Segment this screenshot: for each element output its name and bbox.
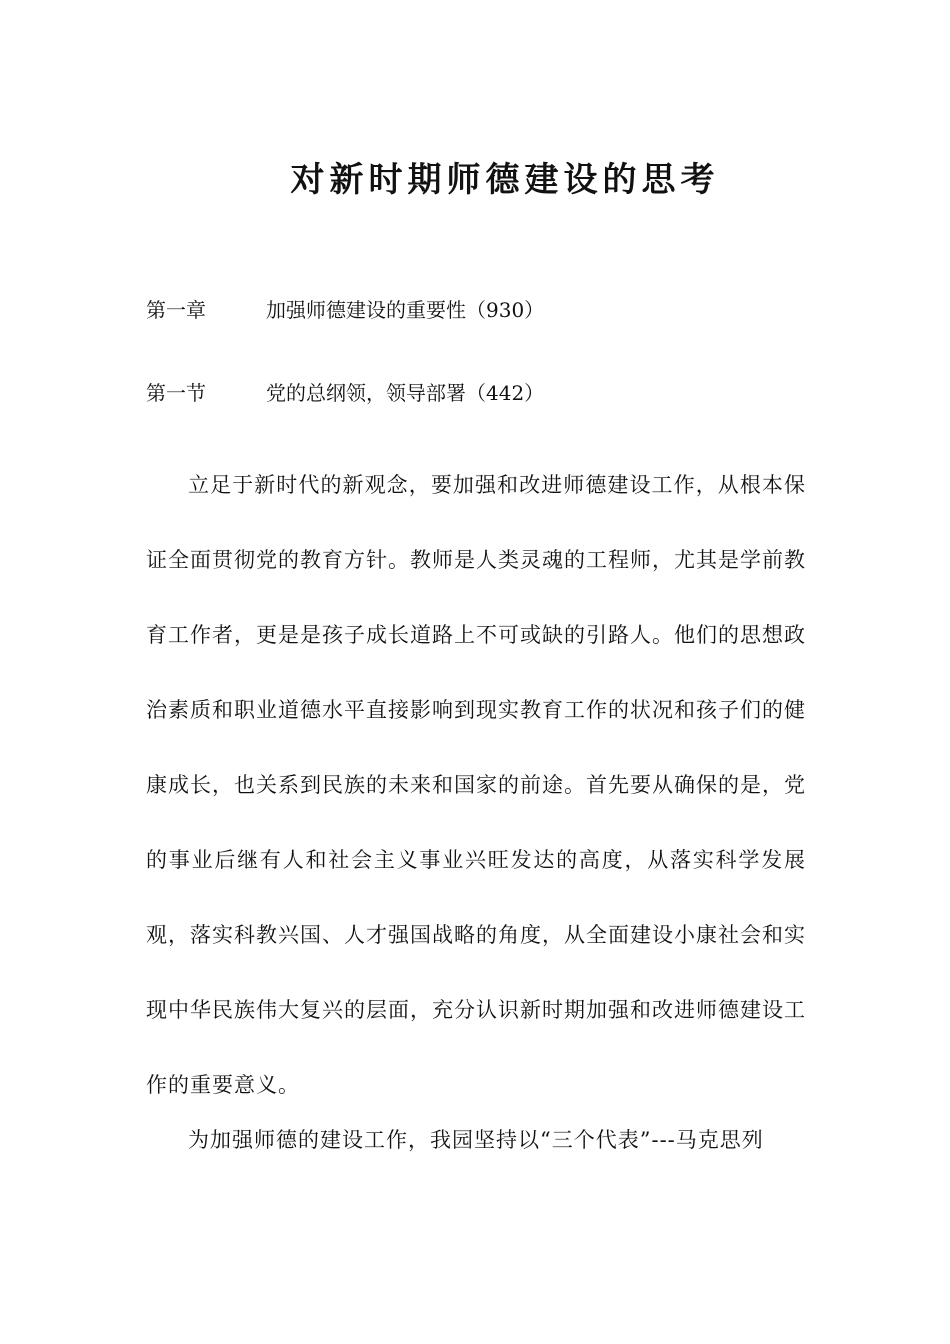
body-paragraph: 为加强师德的建设工作，我园坚持以“三个代表”---马克思列 [188,1128,764,1152]
body-paragraph: 立足于新时代的新观念，要加强和改进师德建设工作，从根本保证全面贯彻党的教育方针。教师是人类灵魂的工程师，尤其是学前教育工作者，更是是孩子成长道路上不可或缺的引路人。他们的思想政治素质和职业道德水平直接影响到现实教育工作的状况和孩子们的健康成长，也关系到民族的未来和国家的前途。首先要从确保的是，党的事业后继有人和社会主义事业兴旺发达的高度，从落实科学发展观，落实科教兴国、人才强国战略的角度，从全面建设小康社会和实现中华民族伟大复兴的层面，充分认识新时期加强和改进师德建设工作的重要意义。 [146,473,806,1097]
chapter-number: 第一章 [146,298,206,322]
chapter-title: 加强师德建设的重要性（930） [266,298,545,322]
section-number: 第一节 [146,381,206,405]
chapter-heading [146,294,544,326]
document-title: 对新时期师德建设的思考 [290,160,720,200]
section-heading [146,377,544,409]
section-title: 党的总纲领，领导部署（442） [266,381,545,405]
